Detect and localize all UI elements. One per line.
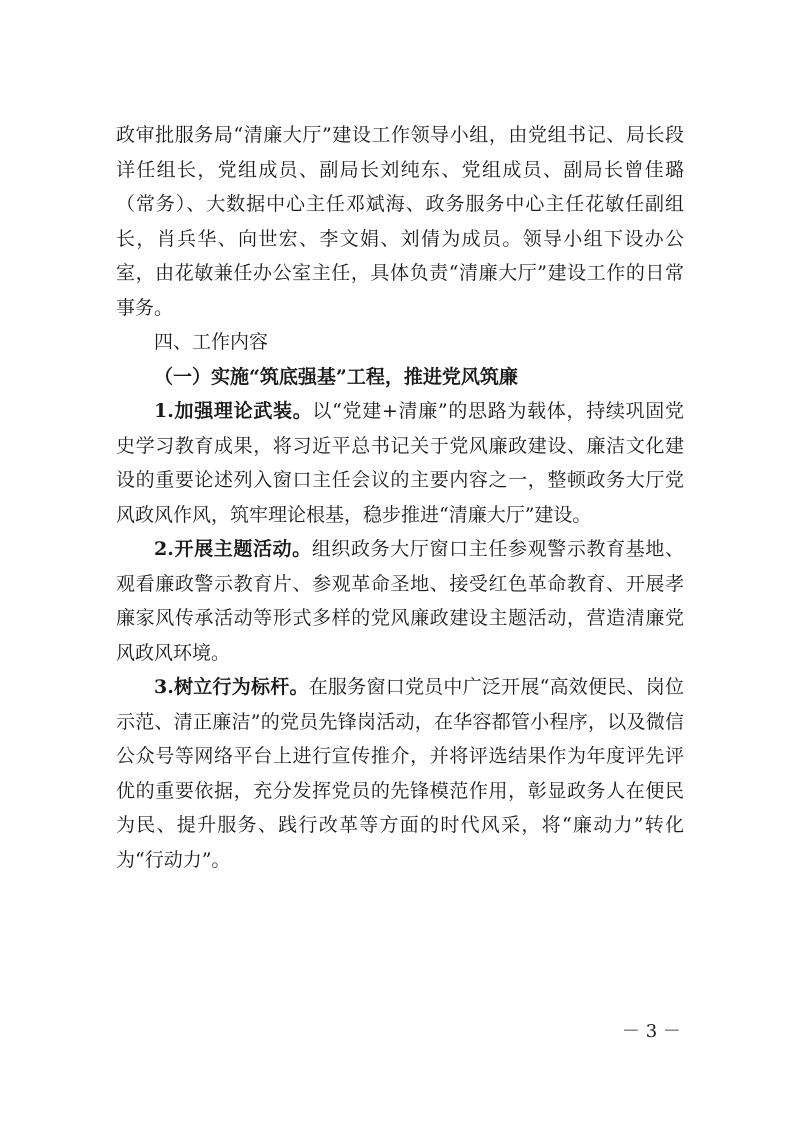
page-number: － 3 －	[622, 1021, 681, 1042]
document-body	[116, 118, 684, 877]
subsection-heading: （一）实施“筑底强基”工程，推进党风筑廉	[154, 365, 518, 388]
section-heading: 四、工作内容	[154, 331, 269, 353]
item-text-3: 在服务窗口党员中广泛开展“高效便民、岗位示范、清正廉洁”的党员先锋岗活动，在华容都管小程序，以及微信公众号等网络平台上进行宣传推介，并将评选结果作为年度评先评优的重要依据，充分发挥党员的先锋模范作用，彰显政务人在便民为民、提升服务、践行改革等方面的时代风采，将“廉动力”转化为“行动力”。	[116, 676, 684, 871]
item-lead-2: 2.开展主题活动。	[154, 538, 312, 560]
item-text-2: 组织政务大厅窗口主任参观警示教育基地、观看廉政警示教育片、参观革命圣地、接受红色革命教育、开展孝廉家风传承活动等形式多样的党风廉政建设主题活动，营造清廉党风政风环境。	[116, 538, 684, 664]
item-text-1: 以“党建+清廉”的思路为载体，持续巩固党史学习教育成果，将习近平总书记关于党风廉政建设、廉洁文化建设的重要论述列入窗口主任会议的主要内容之一，整顿政务大厅党风政风作风，筑牢理论根基，稳步推进“清廉大厅”建设。	[116, 400, 684, 526]
item-lead-3: 3.树立行为标杆。	[154, 676, 309, 698]
continuation-paragraph: 政审批服务局“清廉大厅”建设工作领导小组，由党组书记、局长段详任组长，党组成员、副局长刘纯东、党组成员、副局长曾佳璐（常务）、大数据中心主任邓斌海、政务服务中心主任花敏任副组长，肖兵华、向世宏、李文娟、刘倩为成员。领导小组下设办公室，由花敏兼任办公室主任，具体负责“清廉大厅”建设工作的日常事务。	[116, 124, 684, 319]
item-paragraph-2	[116, 532, 684, 670]
item-paragraph-3	[116, 670, 684, 877]
item-lead-1: 1.加强理论武装。	[154, 400, 313, 422]
item-paragraph-1	[116, 394, 684, 532]
